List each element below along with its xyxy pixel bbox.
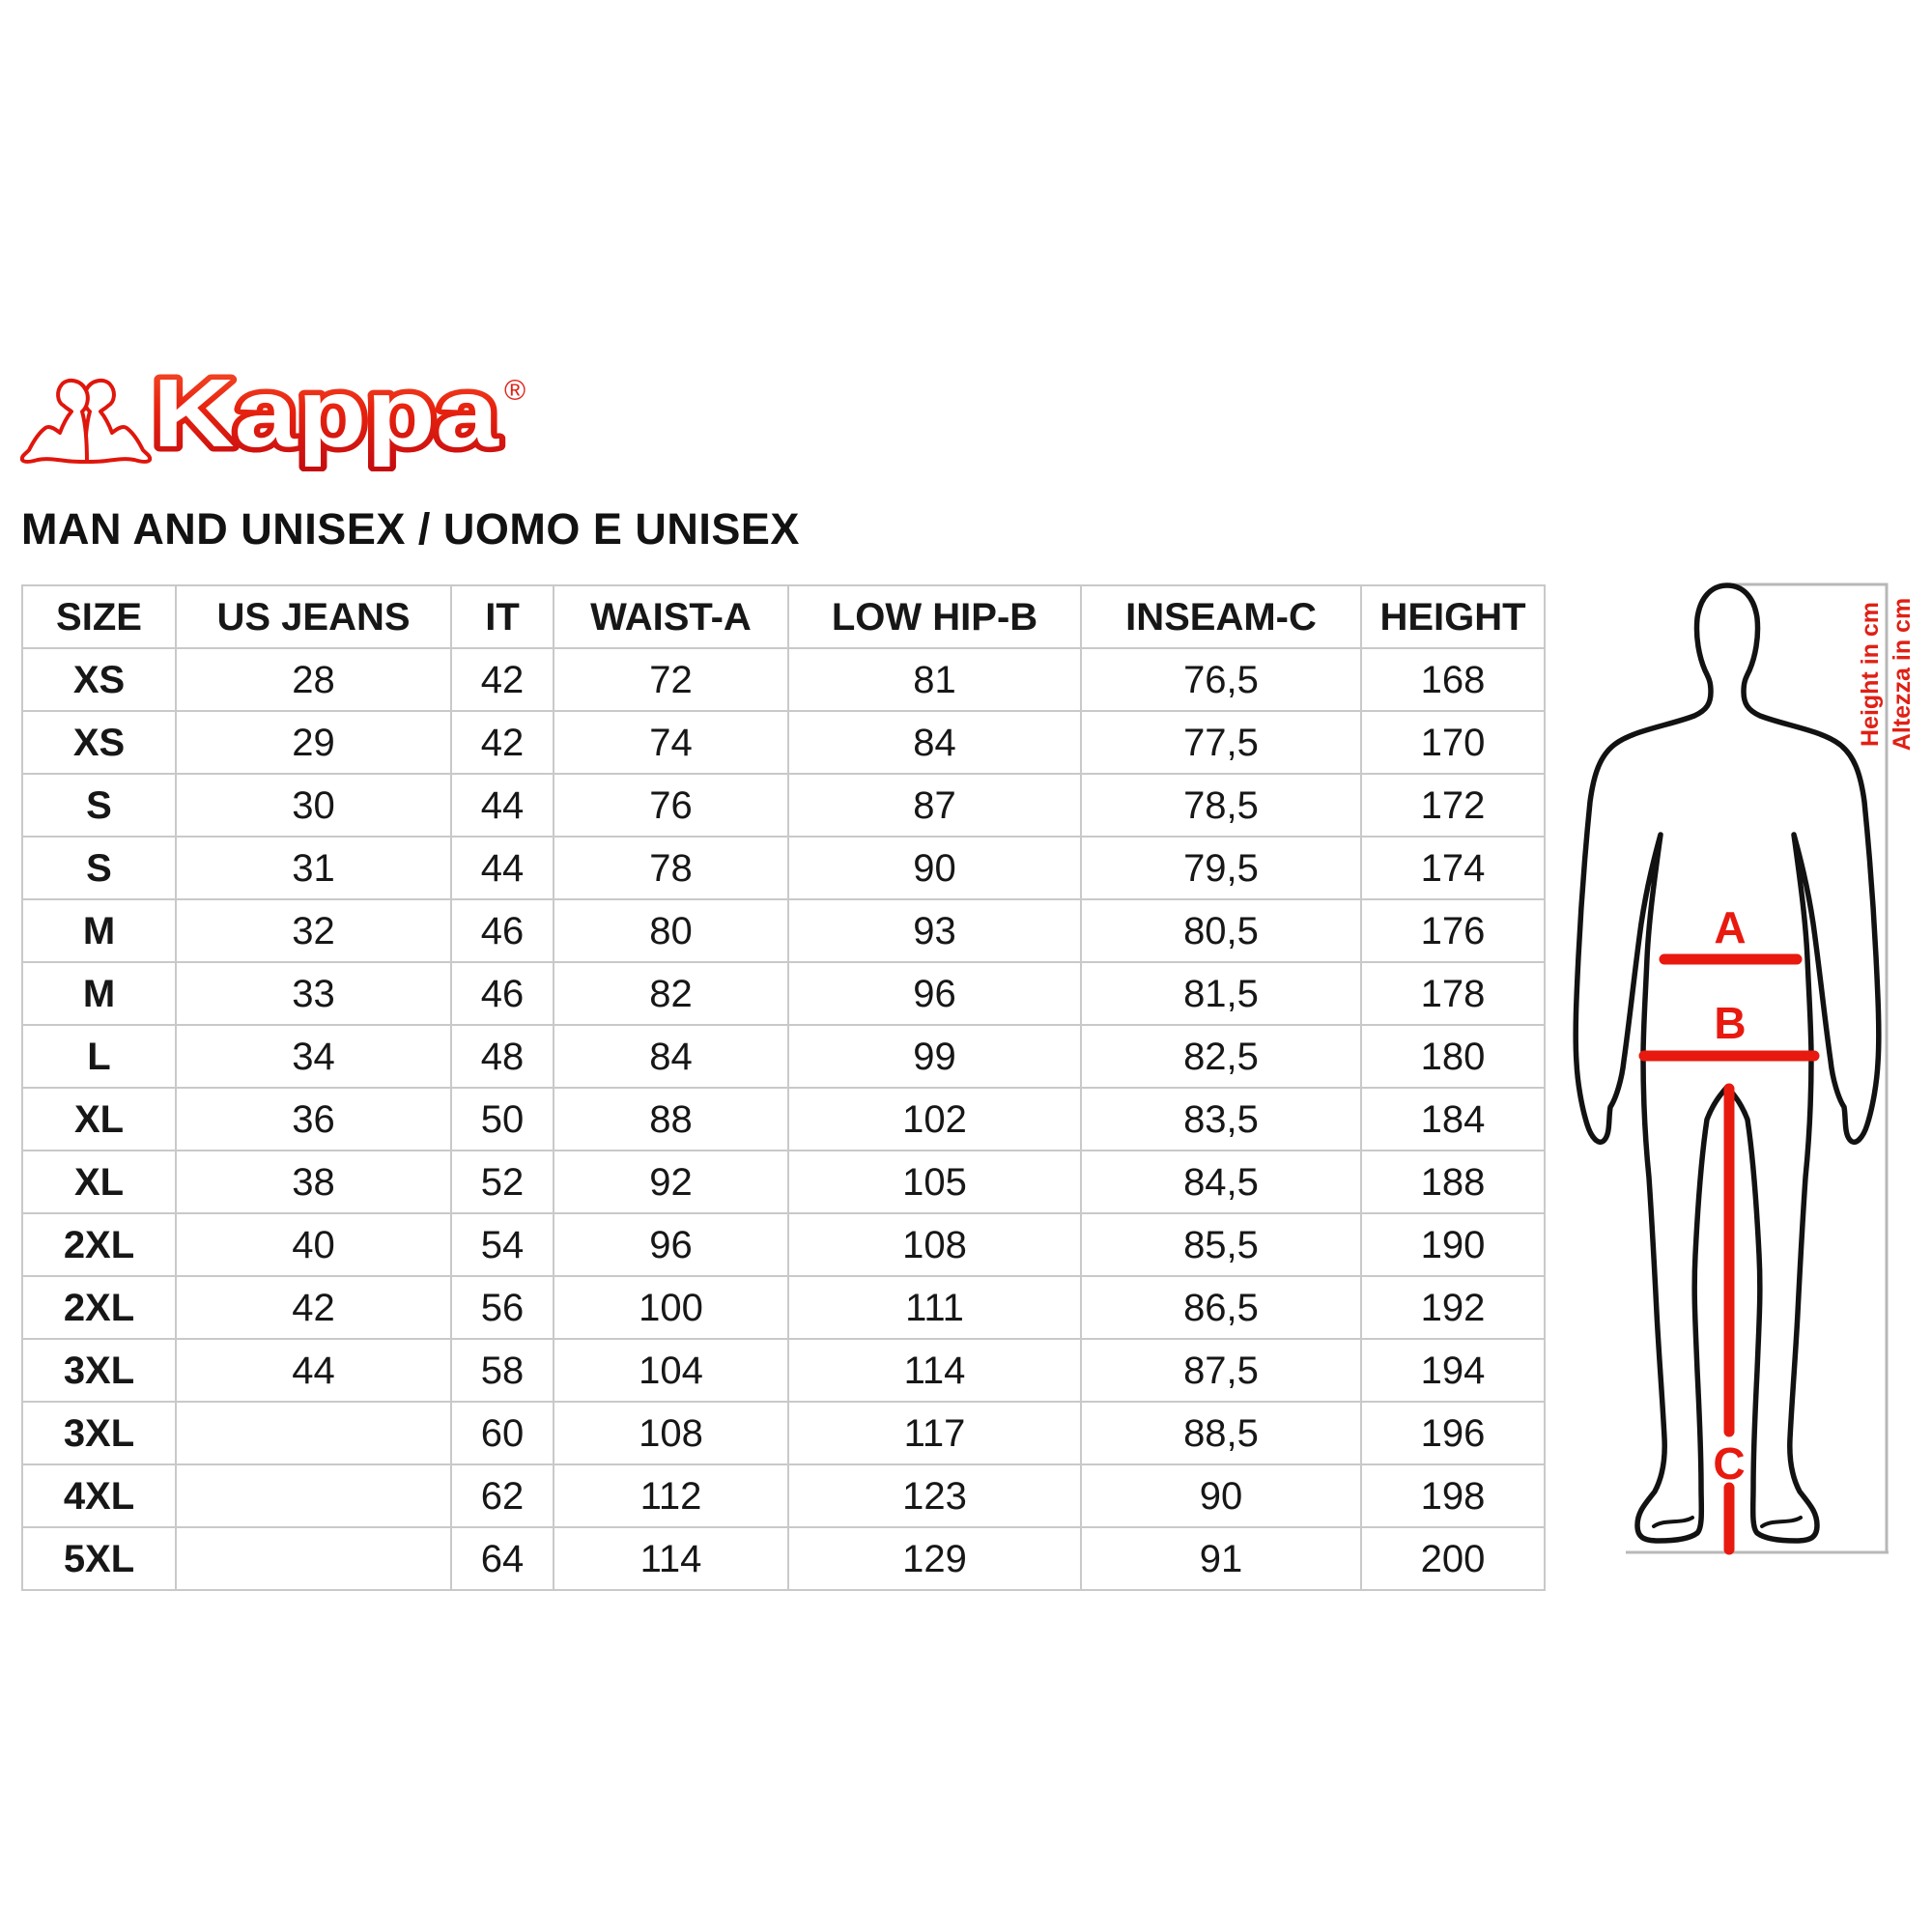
column-header: INSEAM-C [1081,585,1361,648]
measurement-cell: 88,5 [1081,1402,1361,1464]
size-cell: XL [22,1151,176,1213]
measurement-cell: 111 [788,1276,1081,1339]
measurement-cell: 90 [1081,1464,1361,1527]
measurement-cell: 84 [554,1025,788,1088]
size-table [21,584,1546,1591]
header-row [22,585,1545,648]
measurement-cell: 129 [788,1527,1081,1590]
measurement-cell: 104 [554,1339,788,1402]
measurement-cell: 74 [554,711,788,774]
size-cell: XS [22,648,176,711]
measurement-cell: 123 [788,1464,1081,1527]
measurement-cell: 91 [1081,1527,1361,1590]
measurement-cell: 36 [176,1088,451,1151]
measurement-cell: 114 [554,1527,788,1590]
measurement-cell: 190 [1361,1213,1545,1276]
measurement-cell [176,1402,451,1464]
size-cell: 2XL [22,1276,176,1339]
size-cell: XS [22,711,176,774]
measurement-cell: 72 [554,648,788,711]
height-note-en: Height in cm [1857,601,1884,748]
kappa-wordmark: Kappa [153,367,500,468]
measurement-cell: 82 [554,962,788,1025]
measurement-cell: 58 [451,1339,554,1402]
waist-label: A [1714,902,1747,952]
measurement-cell: 76,5 [1081,648,1361,711]
measurement-cell: 93 [788,899,1081,962]
measurement-cell: 87 [788,774,1081,837]
measurement-cell: 79,5 [1081,837,1361,899]
size-cell: 4XL [22,1464,176,1527]
kappa-logo [14,367,554,471]
measurement-cell: 38 [176,1151,451,1213]
measurement-cell: 194 [1361,1339,1545,1402]
inseam-label: C [1713,1438,1746,1489]
measurement-cell: 196 [1361,1402,1545,1464]
measurement-cell: 80,5 [1081,899,1361,962]
table-row [22,1402,1545,1464]
size-cell: M [22,962,176,1025]
measurement-cell: 29 [176,711,451,774]
size-cell: S [22,774,176,837]
measurement-cell: 78 [554,837,788,899]
table-row [22,648,1545,711]
measurement-cell: 44 [451,837,554,899]
measurement-cell: 96 [554,1213,788,1276]
size-cell: XL [22,1088,176,1151]
table-row [22,711,1545,774]
measurement-cell: 30 [176,774,451,837]
column-header: IT [451,585,554,648]
measurement-cell: 83,5 [1081,1088,1361,1151]
measurement-cell: 81 [788,648,1081,711]
measurement-cell: 188 [1361,1151,1545,1213]
measurement-cell [176,1527,451,1590]
measurement-cell: 80 [554,899,788,962]
kappa-omini-icon [22,381,150,462]
measurement-cell: 102 [788,1088,1081,1151]
table-row [22,1464,1545,1527]
measurement-cell: 200 [1361,1527,1545,1590]
table-row [22,1151,1545,1213]
table-row [22,1025,1545,1088]
measurement-cell: 117 [788,1402,1081,1464]
table-row [22,774,1545,837]
measurement-cell: 46 [451,899,554,962]
column-header: WAIST-A [554,585,788,648]
measurement-cell: 40 [176,1213,451,1276]
measurement-cell: 86,5 [1081,1276,1361,1339]
measurement-cell: 50 [451,1088,554,1151]
measurement-cell: 85,5 [1081,1213,1361,1276]
size-table-body [22,648,1545,1590]
measurement-cell: 108 [554,1402,788,1464]
size-cell: 3XL [22,1339,176,1402]
measurement-cell: 87,5 [1081,1339,1361,1402]
measurement-cell: 42 [176,1276,451,1339]
measurement-cell: 42 [451,711,554,774]
body-measurement-diagram [1565,578,1922,1563]
measurement-cell: 108 [788,1213,1081,1276]
measurement-cell: 184 [1361,1088,1545,1151]
measurement-cell: 32 [176,899,451,962]
measurement-cell: 76 [554,774,788,837]
table-row [22,1213,1545,1276]
measurement-cell: 48 [451,1025,554,1088]
measurement-cell: 88 [554,1088,788,1151]
measurement-cell: 100 [554,1276,788,1339]
measurement-cell: 172 [1361,774,1545,837]
measurement-cell: 33 [176,962,451,1025]
measurement-cell: 99 [788,1025,1081,1088]
size-cell: 3XL [22,1402,176,1464]
measurement-cell: 176 [1361,899,1545,962]
measurement-cell: 112 [554,1464,788,1527]
measurement-cell: 90 [788,837,1081,899]
column-header: LOW HIP-B [788,585,1081,648]
measurement-cell: 44 [451,774,554,837]
table-row [22,1088,1545,1151]
measurement-cell: 180 [1361,1025,1545,1088]
column-header: SIZE [22,585,176,648]
measurement-cell: 34 [176,1025,451,1088]
table-row [22,837,1545,899]
registered-trademark-icon: ® [504,375,526,407]
measurement-cell: 168 [1361,648,1545,711]
measurement-cell: 42 [451,648,554,711]
measurement-cell: 92 [554,1151,788,1213]
column-header: US JEANS [176,585,451,648]
measurement-cell: 44 [176,1339,451,1402]
measurement-cell: 52 [451,1151,554,1213]
low-hip-label: B [1714,998,1747,1048]
measurement-cell: 82,5 [1081,1025,1361,1088]
page-title: MAN AND UNISEX / UOMO E UNISEX [21,504,800,554]
measurement-cell: 114 [788,1339,1081,1402]
measurement-cell: 28 [176,648,451,711]
measurement-cell: 170 [1361,711,1545,774]
measurement-cell: 64 [451,1527,554,1590]
measurement-cell: 31 [176,837,451,899]
size-cell: S [22,837,176,899]
measurement-cell: 60 [451,1402,554,1464]
measurement-cell: 192 [1361,1276,1545,1339]
measurement-cell: 46 [451,962,554,1025]
size-cell: L [22,1025,176,1088]
measurement-cell: 54 [451,1213,554,1276]
measurement-cell: 56 [451,1276,554,1339]
measurement-cell: 105 [788,1151,1081,1213]
size-cell: M [22,899,176,962]
measurement-cell: 78,5 [1081,774,1361,837]
measurement-cell: 77,5 [1081,711,1361,774]
measurement-cell: 81,5 [1081,962,1361,1025]
column-header: HEIGHT [1361,585,1545,648]
measurement-cell: 174 [1361,837,1545,899]
size-cell: 5XL [22,1527,176,1590]
measurement-cell: 178 [1361,962,1545,1025]
table-row [22,1276,1545,1339]
measurement-cell: 96 [788,962,1081,1025]
table-row [22,899,1545,962]
size-table-head [22,585,1545,648]
measurement-cell: 84,5 [1081,1151,1361,1213]
table-row [22,1527,1545,1590]
table-row [22,962,1545,1025]
height-note-it: Altezza in cm [1889,597,1916,752]
measurement-cell: 84 [788,711,1081,774]
measurement-cell [176,1464,451,1527]
size-cell: 2XL [22,1213,176,1276]
measurement-cell: 198 [1361,1464,1545,1527]
table-row [22,1339,1545,1402]
measurement-cell: 62 [451,1464,554,1527]
